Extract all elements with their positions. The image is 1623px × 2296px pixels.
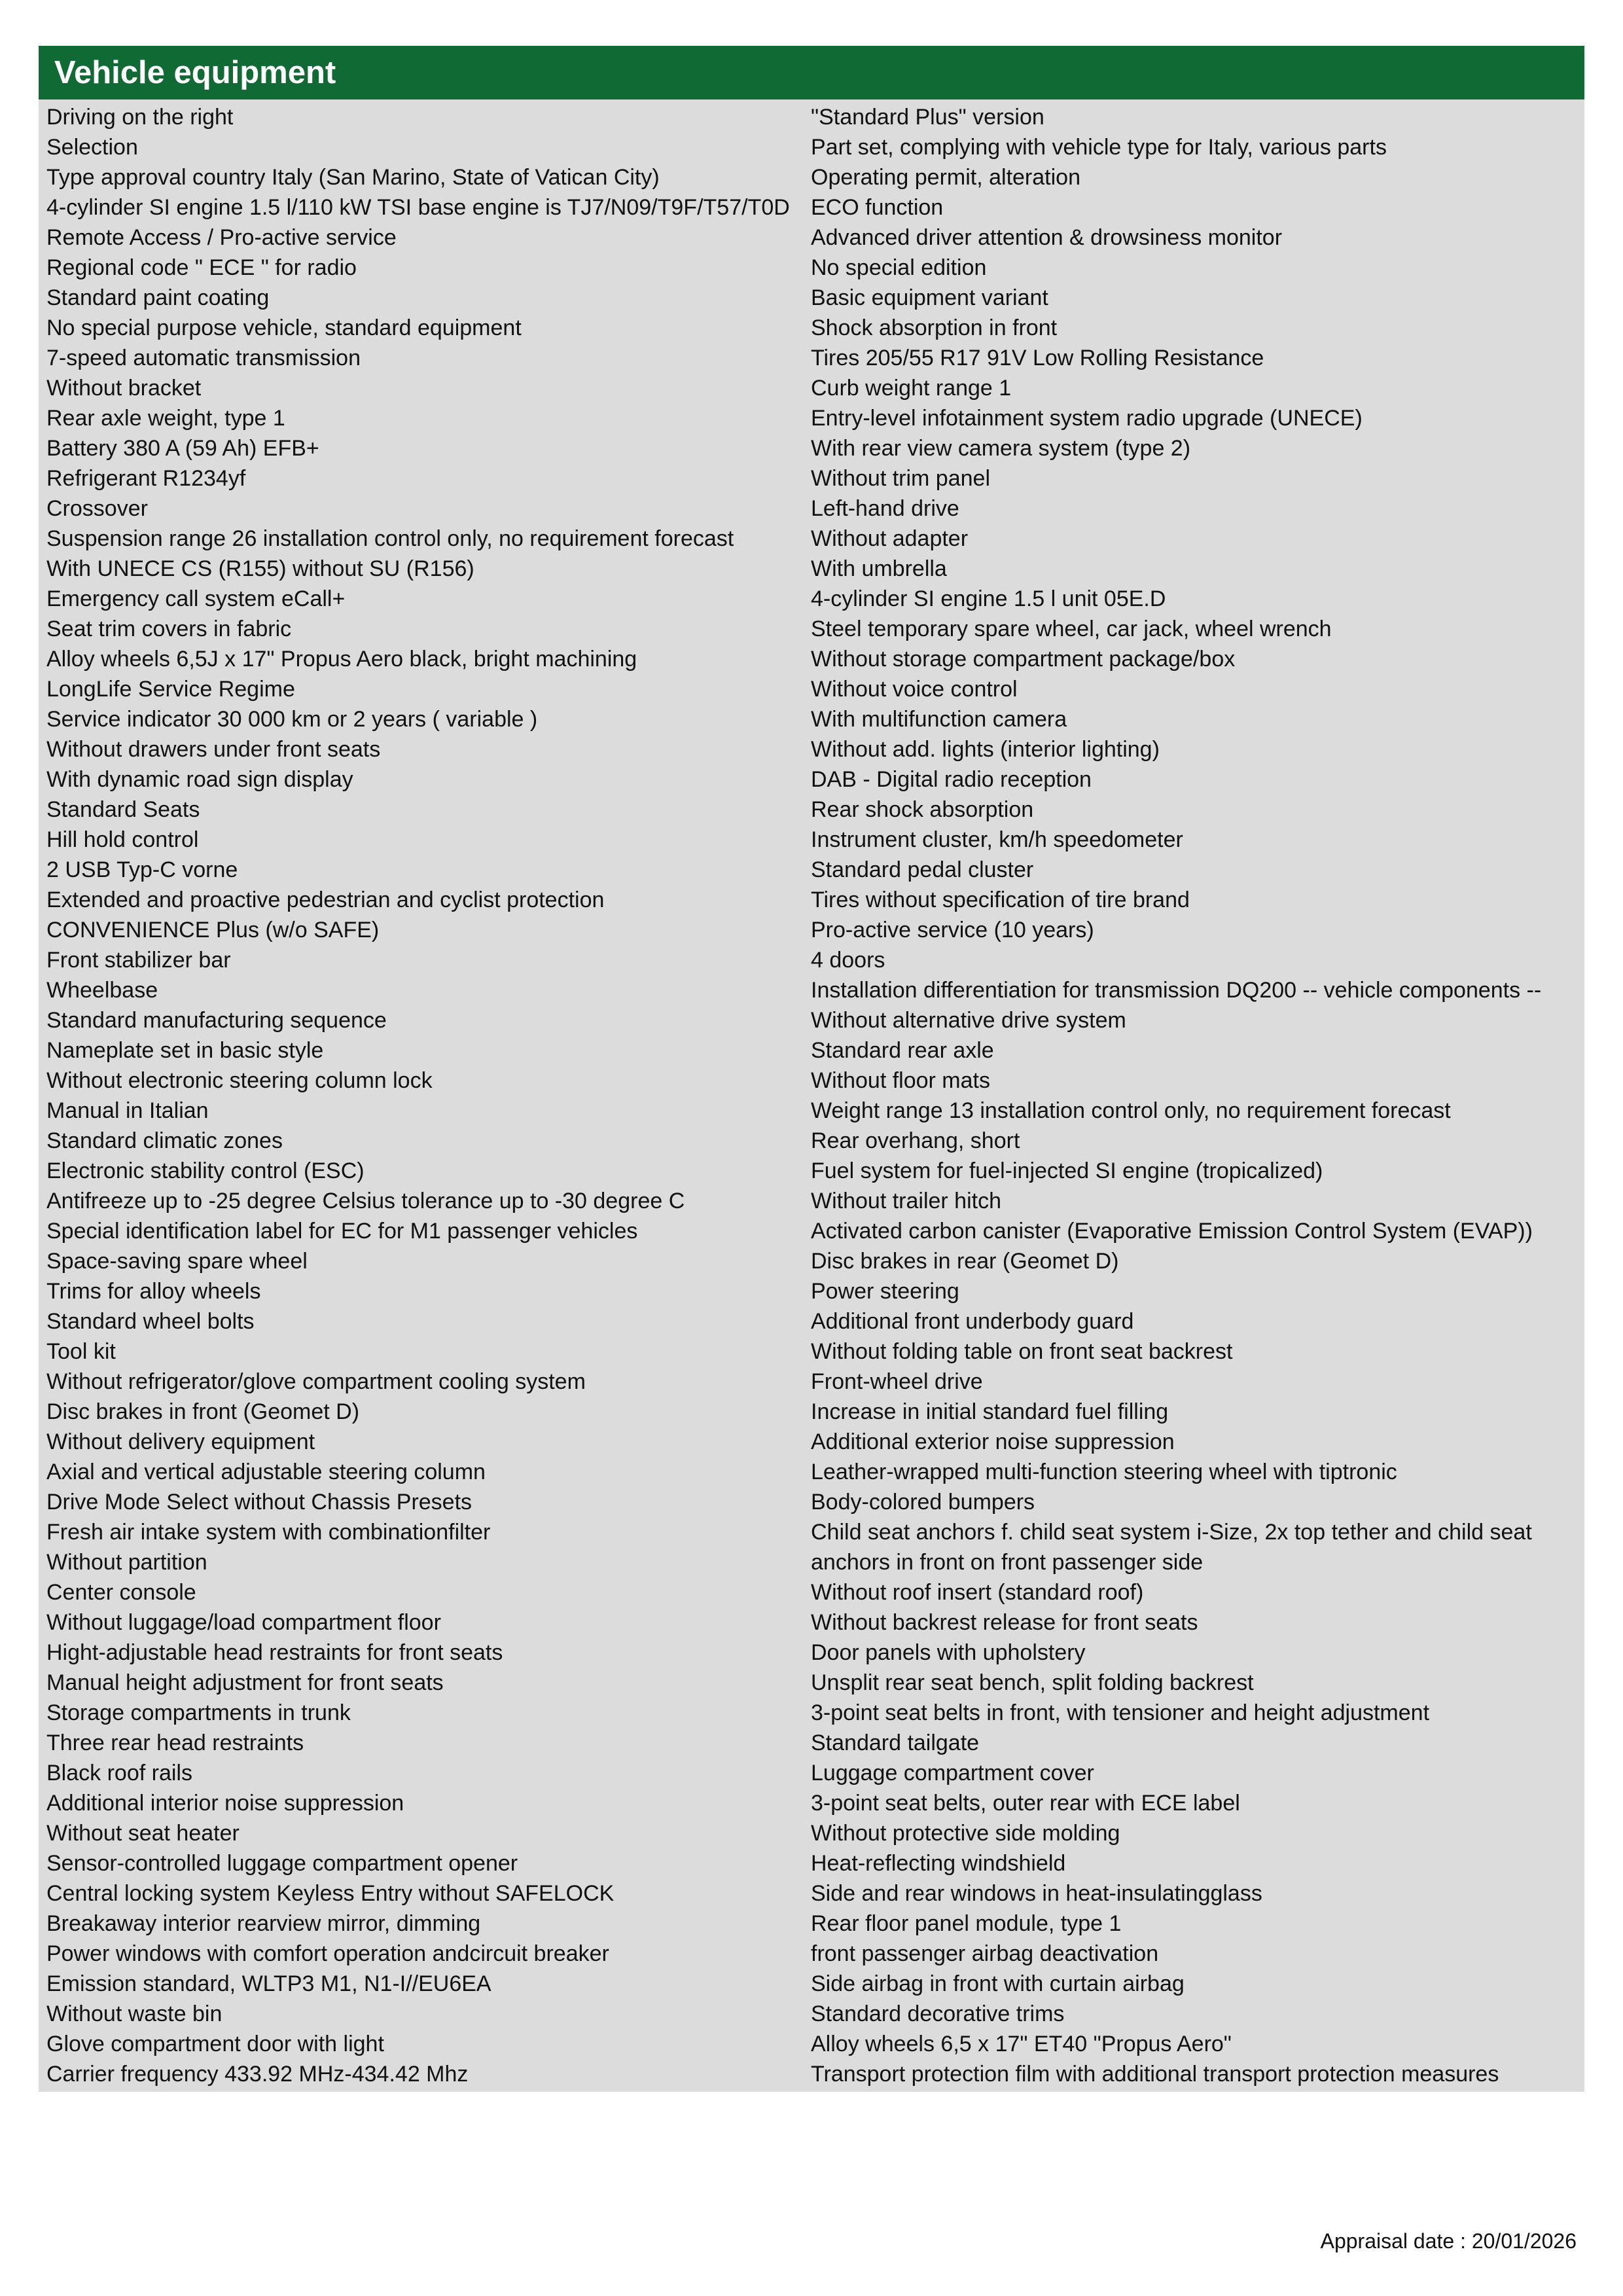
- equipment-item: Door panels with upholstery: [811, 1640, 1086, 1665]
- equipment-item: Standard manufacturing sequence: [46, 1008, 387, 1033]
- equipment-item: Installation differentiation for transmission DQ200 -- vehicle components --: [811, 978, 1542, 1003]
- equipment-item: anchors in front on front passenger side: [811, 1550, 1204, 1575]
- equipment-item: Sensor-controlled luggage compartment opener: [46, 1851, 518, 1876]
- equipment-item: Regional code " ECE " for radio: [46, 255, 357, 280]
- equipment-item: 7-speed automatic transmission: [46, 346, 361, 370]
- equipment-item: Instrument cluster, km/h speedometer: [811, 827, 1183, 852]
- equipment-item: Hill hold control: [46, 827, 199, 852]
- equipment-item: Standard decorative trims: [811, 2001, 1065, 2026]
- equipment-item: Type approval country Italy (San Marino, State of Vatican City): [46, 165, 660, 190]
- equipment-item: Driving on the right: [46, 105, 234, 130]
- equipment-item: No special purpose vehicle, standard equipment: [46, 315, 522, 340]
- equipment-item: With umbrella: [811, 556, 947, 581]
- equipment-item: Rear floor panel module, type 1: [811, 1911, 1122, 1936]
- equipment-item: Leather-wrapped multi-function steering wheel with tiptronic: [811, 1460, 1397, 1484]
- equipment-item: Seat trim covers in fabric: [46, 617, 292, 641]
- equipment-item: Luggage compartment cover: [811, 1761, 1094, 1785]
- equipment-item: Additional exterior noise suppression: [811, 1429, 1175, 1454]
- appraisal-date: Appraisal date : 20/01/2026: [1320, 2229, 1577, 2253]
- equipment-item: Axial and vertical adjustable steering column: [46, 1460, 486, 1484]
- equipment-item: No special edition: [811, 255, 987, 280]
- equipment-item: Disc brakes in rear (Geomet D): [811, 1249, 1119, 1274]
- equipment-item: Standard wheel bolts: [46, 1309, 255, 1334]
- section-title: Vehicle equipment: [39, 46, 1584, 99]
- equipment-item: Without refrigerator/glove compartment cooling system: [46, 1369, 586, 1394]
- equipment-item: Service indicator 30 000 km or 2 years ( variable ): [46, 707, 538, 732]
- equipment-item: 4 doors: [811, 948, 885, 973]
- equipment-item: Alloy wheels 6,5J x 17" Propus Aero black, bright machining: [46, 647, 637, 672]
- equipment-item: Manual height adjustment for front seats: [46, 1670, 444, 1695]
- equipment-item: Power steering: [811, 1279, 959, 1304]
- equipment-item: Without alternative drive system: [811, 1008, 1126, 1033]
- equipment-item: Side and rear windows in heat-insulatingglass: [811, 1881, 1262, 1906]
- equipment-item: Standard tailgate: [811, 1731, 980, 1755]
- equipment-item: Drive Mode Select without Chassis Presets: [46, 1490, 473, 1515]
- equipment-item: 4-cylinder SI engine 1.5 l/110 kW TSI base engine is TJ7/N09/T9F/T57/T0D: [46, 195, 790, 220]
- equipment-item: Crossover: [46, 496, 148, 521]
- vehicle-equipment-section: [39, 46, 1584, 2092]
- equipment-item: Transport protection film with additional transport protection measures: [811, 2062, 1499, 2087]
- equipment-item: Trims for alloy wheels: [46, 1279, 261, 1304]
- equipment-item: ECO function: [811, 195, 944, 220]
- equipment-item: Weight range 13 installation control only, no requirement forecast: [811, 1098, 1451, 1123]
- equipment-item: Pro-active service (10 years): [811, 918, 1094, 942]
- equipment-item: Without floor mats: [811, 1068, 990, 1093]
- equipment-item: Tool kit: [46, 1339, 116, 1364]
- equipment-item: 2 USB Typ-C vorne: [46, 857, 238, 882]
- equipment-item: Advanced driver attention & drowsiness monitor: [811, 225, 1283, 250]
- equipment-item: Without drawers under front seats: [46, 737, 381, 762]
- equipment-item: Without adapter: [811, 526, 969, 551]
- equipment-item: Nameplate set in basic style: [46, 1038, 324, 1063]
- equipment-item: Alloy wheels 6,5 x 17" ET40 "Propus Aero": [811, 2032, 1232, 2056]
- equipment-item: Steel temporary spare wheel, car jack, wheel wrench: [811, 617, 1332, 641]
- equipment-item: Additional interior noise suppression: [46, 1791, 404, 1816]
- equipment-item: Power windows with comfort operation andcircuit breaker: [46, 1941, 609, 1966]
- equipment-item: Rear shock absorption: [811, 797, 1034, 822]
- equipment-item: Entry-level infotainment system radio upgrade (UNECE): [811, 406, 1363, 431]
- equipment-item: Storage compartments in trunk: [46, 1700, 351, 1725]
- equipment-item: Activated carbon canister (Evaporative Emission Control System (EVAP)): [811, 1219, 1533, 1244]
- equipment-item: Without folding table on front seat backrest: [811, 1339, 1233, 1364]
- equipment-item: Shock absorption in front: [811, 315, 1058, 340]
- equipment-item: Space-saving spare wheel: [46, 1249, 308, 1274]
- equipment-item: Center console: [46, 1580, 196, 1605]
- equipment-item: Front-wheel drive: [811, 1369, 983, 1394]
- equipment-item: With multifunction camera: [811, 707, 1067, 732]
- equipment-item: Wheelbase: [46, 978, 158, 1003]
- equipment-item: Without partition: [46, 1550, 207, 1575]
- equipment-item: Without luggage/load compartment floor: [46, 1610, 441, 1635]
- equipment-item: 3-point seat belts, outer rear with ECE label: [811, 1791, 1240, 1816]
- equipment-column-left: [39, 102, 811, 2089]
- equipment-item: Part set, complying with vehicle type for Italy, various parts: [811, 135, 1387, 160]
- equipment-item: Without electronic steering column lock: [46, 1068, 433, 1093]
- equipment-item: front passenger airbag deactivation: [811, 1941, 1159, 1966]
- equipment-item: Without protective side molding: [811, 1821, 1120, 1846]
- equipment-item: 4-cylinder SI engine 1.5 l unit 05E.D: [811, 586, 1166, 611]
- equipment-item: Without seat heater: [46, 1821, 240, 1846]
- equipment-item: Front stabilizer bar: [46, 948, 231, 973]
- equipment-item: Increase in initial standard fuel filling: [811, 1399, 1169, 1424]
- equipment-item: Without bracket: [46, 376, 202, 401]
- equipment-item: Without storage compartment package/box: [811, 647, 1236, 672]
- equipment-item: Child seat anchors f. child seat system i-Size, 2x top tether and child seat: [811, 1520, 1532, 1545]
- equipment-item: Without add. lights (interior lighting): [811, 737, 1160, 762]
- equipment-item: Special identification label for EC for M1 passenger vehicles: [46, 1219, 638, 1244]
- equipment-item: Rear axle weight, type 1: [46, 406, 285, 431]
- equipment-item: Without delivery equipment: [46, 1429, 315, 1454]
- equipment-item: Selection: [46, 135, 138, 160]
- equipment-item: LongLife Service Regime: [46, 677, 295, 702]
- equipment-item: Side airbag in front with curtain airbag: [811, 1971, 1185, 1996]
- equipment-item: Electronic stability control (ESC): [46, 1158, 365, 1183]
- equipment-item: Carrier frequency 433.92 MHz-434.42 Mhz: [46, 2062, 469, 2087]
- equipment-item: Fresh air intake system with combinationfilter: [46, 1520, 491, 1545]
- equipment-item: Curb weight range 1: [811, 376, 1012, 401]
- equipment-item: Left-hand drive: [811, 496, 959, 521]
- equipment-item: Emission standard, WLTP3 M1, N1-I//EU6EA: [46, 1971, 491, 1996]
- equipment-column-right: [811, 102, 1584, 2089]
- equipment-item: With rear view camera system (type 2): [811, 436, 1191, 461]
- equipment-item: Without waste bin: [46, 2001, 223, 2026]
- equipment-item: Without roof insert (standard roof): [811, 1580, 1144, 1605]
- equipment-item: Without trim panel: [811, 466, 990, 491]
- equipment-item: Tires 205/55 R17 91V Low Rolling Resistance: [811, 346, 1264, 370]
- equipment-table: [39, 99, 1584, 2092]
- equipment-item: Standard pedal cluster: [811, 857, 1034, 882]
- equipment-item: Body-colored bumpers: [811, 1490, 1035, 1515]
- equipment-item: Emergency call system eCall+: [46, 586, 346, 611]
- equipment-item: Hight-adjustable head restraints for front seats: [46, 1640, 503, 1665]
- equipment-item: Antifreeze up to -25 degree Celsius tolerance up to -30 degree C: [46, 1189, 685, 1213]
- equipment-item: With dynamic road sign display: [46, 767, 353, 792]
- equipment-item: Breakaway interior rearview mirror, dimming: [46, 1911, 481, 1936]
- equipment-item: Basic equipment variant: [811, 285, 1048, 310]
- equipment-item: Refrigerant R1234yf: [46, 466, 246, 491]
- equipment-item: Manual in Italian: [46, 1098, 209, 1123]
- equipment-item: 3-point seat belts in front, with tensioner and height adjustment: [811, 1700, 1430, 1725]
- equipment-item: Rear overhang, short: [811, 1128, 1020, 1153]
- equipment-item: Additional front underbody guard: [811, 1309, 1134, 1334]
- equipment-item: Operating permit, alteration: [811, 165, 1080, 190]
- equipment-item: Extended and proactive pedestrian and cyclist protection: [46, 888, 605, 912]
- equipment-item: Standard Seats: [46, 797, 200, 822]
- equipment-item: Suspension range 26 installation control only, no requirement forecast: [46, 526, 734, 551]
- equipment-item: Battery 380 A (59 Ah) EFB+: [46, 436, 319, 461]
- equipment-item: "Standard Plus" version: [811, 105, 1044, 130]
- equipment-item: Black roof rails: [46, 1761, 192, 1785]
- equipment-item: Remote Access / Pro-active service: [46, 225, 397, 250]
- equipment-item: Without voice control: [811, 677, 1018, 702]
- equipment-item: Heat-reflecting windshield: [811, 1851, 1066, 1876]
- equipment-item: CONVENIENCE Plus (w/o SAFE): [46, 918, 380, 942]
- equipment-item: Without backrest release for front seats: [811, 1610, 1198, 1635]
- equipment-item: Disc brakes in front (Geomet D): [46, 1399, 360, 1424]
- equipment-item: Three rear head restraints: [46, 1731, 304, 1755]
- equipment-item: With UNECE CS (R155) without SU (R156): [46, 556, 474, 581]
- equipment-item: Tires without specification of tire brand: [811, 888, 1190, 912]
- equipment-item: Standard climatic zones: [46, 1128, 283, 1153]
- equipment-item: Glove compartment door with light: [46, 2032, 384, 2056]
- equipment-item: DAB - Digital radio reception: [811, 767, 1092, 792]
- equipment-item: Central locking system Keyless Entry without SAFELOCK: [46, 1881, 615, 1906]
- equipment-item: Standard rear axle: [811, 1038, 994, 1063]
- equipment-item: Standard paint coating: [46, 285, 270, 310]
- equipment-item: Without trailer hitch: [811, 1189, 1001, 1213]
- equipment-item: Fuel system for fuel-injected SI engine (tropicalized): [811, 1158, 1323, 1183]
- equipment-item: Unsplit rear seat bench, split folding backrest: [811, 1670, 1254, 1695]
